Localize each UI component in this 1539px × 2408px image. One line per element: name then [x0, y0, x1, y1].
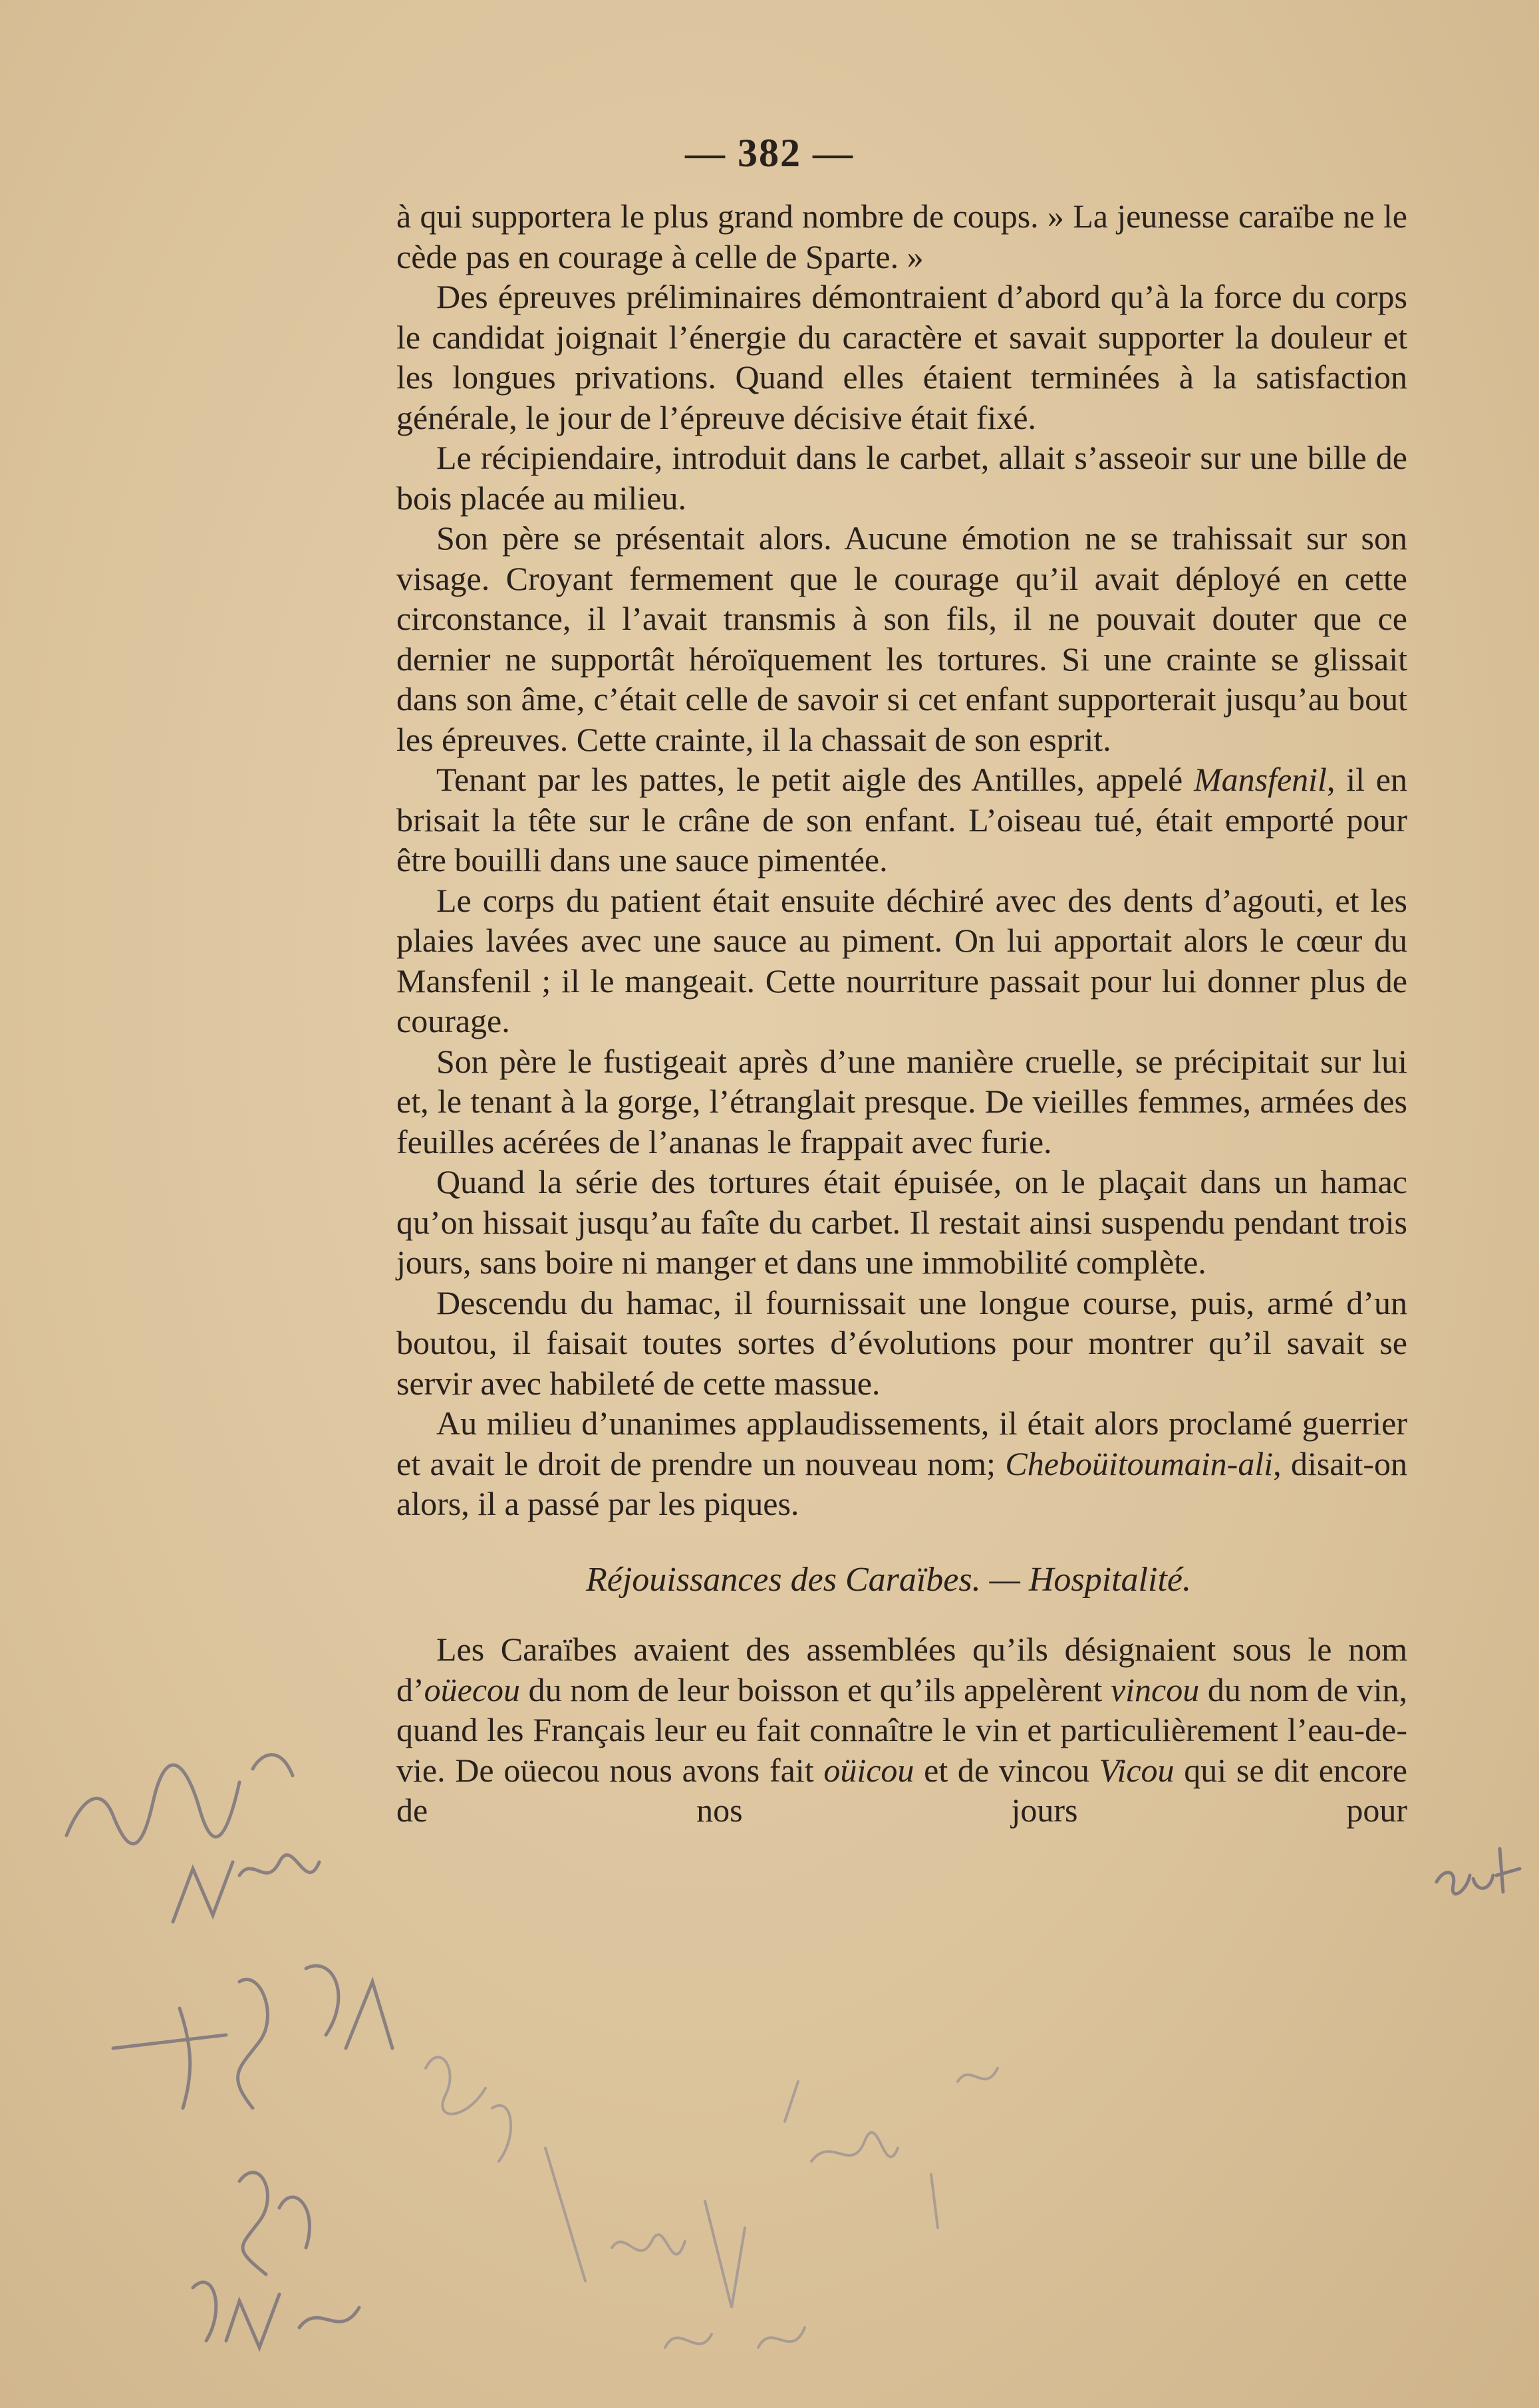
paragraph-text: et de vincou	[914, 1751, 1099, 1789]
paragraph-text: Au milieu d’unanimes applaudissements, il était alors proclamé guerrier et avait le droit de prendre un nouveau nom;	[396, 1405, 1407, 1482]
paragraph-text: qui se dit encore de nos jours pour	[396, 1751, 1407, 1829]
bird-name-mansfenil: Mansfenil	[1193, 761, 1327, 798]
paragraph: Le corps du patient était ensuite déchiré avec des dents d’agouti, et les plaies lavées avec une sauce au piment. On lui apportait alors le cœur du Mansfenil ; il le mangeait. Cette nourriture passait pour lui donner plus de courage.	[396, 881, 1407, 1039]
paragraph-text: , disait-on alors, il a passé par les piques.	[396, 1444, 1407, 1522]
paragraph: Des épreuves préliminaires démontraient d’abord qu’à la force du corps le candidat joignait l’énergie du caractère et savait supporter la douleur et les longues privations. Quand elles étaient terminées à la satisfaction générale, le jour de l’épreuve décisive était fixé.	[396, 278, 1407, 436]
page-number: — 382 —	[685, 131, 854, 175]
paragraph-text: du nom de leur boisson et qu’ils appelèrent	[520, 1671, 1111, 1708]
term-vicou: Vicou	[1099, 1751, 1175, 1789]
paragraph-text: du nom de vin, quand les Français leur eu fait connaître le vin et particulièrement l’eau-de-vie. De oüecou nous avons fait	[396, 1671, 1407, 1789]
paragraph: Le récipiendaire, introduit dans le carbet, allait s’asseoir sur une bille de bois placée au milieu.	[396, 439, 1407, 517]
paragraph: Quand la série des tortures était épuisée, on le plaçait dans un hamac qu’on hissait jusqu’au faîte du carbet. Il restait ainsi suspendu pendant trois jours, sans boire ni manger et dans une immobilité complète.	[396, 1163, 1407, 1281]
paragraph: à qui supportera le plus grand nombre de coups. » La jeunesse caraïbe ne le cède pas en courage à celle de Sparte. »	[396, 198, 1407, 275]
warrior-name: Cheboüitoumain-ali	[1005, 1444, 1274, 1482]
pencil-scribbles-bottom	[412, 2028, 1077, 2407]
term-vincou: vincou	[1110, 1671, 1200, 1708]
paragraph	[396, 1629, 1407, 1831]
paragraph: Descendu du hamac, il fournissait une longue course, puis, armé d’un boutou, il faisait toutes sortes d’évolutions pour montrer qu’il savait se servir avec habileté de cette massue.	[396, 1283, 1407, 1402]
paragraph: Son père le fustigeait après d’une manière cruelle, se précipitait sur lui et, le tenant à la gorge, l’étranglait presque. De vieilles femmes, armées des feuilles acérées de l’ananas le frappait avec furie.	[396, 1042, 1407, 1160]
term-ouecou: oüecou	[424, 1671, 521, 1708]
term-ouicou: oüicou	[823, 1751, 914, 1789]
paragraph-text: Tenant par les pattes, le petit aigle des Antilles, appelé	[436, 761, 1194, 798]
pencil-scribbles-left-margin	[40, 1702, 439, 2407]
paragraph	[396, 759, 1407, 880]
paragraph-text: , il en brisait la tête sur le crâne de son enfant. L’oiseau tué, était emporté pour être bouilli dans une sauce pimentée.	[396, 761, 1407, 878]
pencil-mark-right-margin	[1430, 1829, 1536, 1909]
paragraph: Son père se présentait alors. Aucune émotion ne se trahissait sur son visage. Croyant fermement que le courage qu’il avait déployé en cette circonstance, il l’avait transmis à son fils, il ne pouvait douter que ce dernier ne supportât héroïquement les tortures. Si une crainte se glissait dans son âme, c’était celle de savoir si cet enfant supporterait jusqu’au bout les épreuves. Cette crainte, il la chassait de son esprit.	[396, 519, 1407, 758]
paragraph-text: Les Caraïbes avaient des assemblées qu’ils désignaient sous le nom d’	[396, 1631, 1407, 1708]
paragraph	[396, 1403, 1407, 1524]
section-title: Réjouissances des Caraïbes. — Hospitalité.	[586, 1560, 1191, 1599]
body-text	[396, 196, 1407, 1831]
